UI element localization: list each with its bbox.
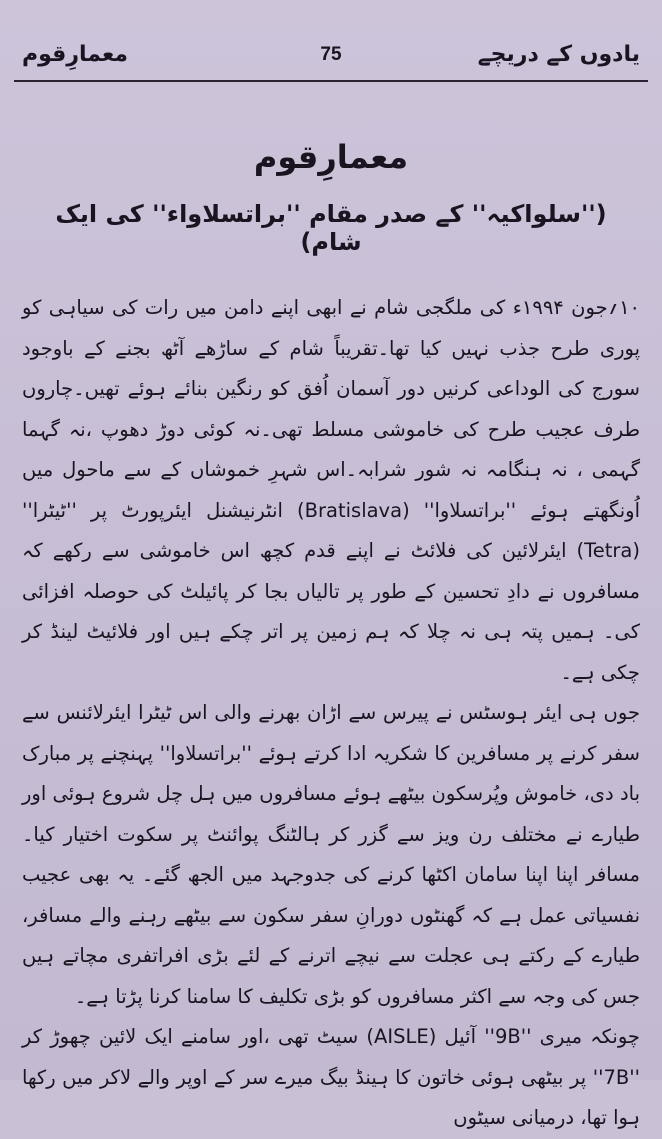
paragraph-3: چونکہ میری ''9B'' آئیل (AISLE) سیٹ تھی ،اور سامنے ایک لائین چھوڑ کر ''7B'' پر بیٹھی ہوئی خاتون کا ہینڈ بیگ میرے سر کے اوپر والے لاکر میں رکھا ہوا تھا، درمیانی سیٹوں xyxy=(22,1025,640,1129)
page-number: 75 xyxy=(320,44,342,65)
paragraph-1: ۱۰؍جون ۱۹۹۴ء کی ملگجی شام نے ابھی اپنے دامن میں رات کی سیاہی کو پوری طرح جذب نہیں کیا تھا۔تقریباً شام کے ساڑھے آٹھ بجنے کے باوجود سورج کی الوداعی کرنیں دور آسمان اُفق کو رنگین بنائے ہوئے تھیں۔چاروں طرف عجیب طرح کی خاموشی مسلط تھی۔نہ کوئی دوڑ دھوپ ،نہ گہما گہمی ، نہ ہنگامہ نہ شور شرابہ۔اس شہرِ خموشاں کے سے ماحول میں اُونگھتے ہوئے ''براتسلاوا'' (Bratislava) انٹرنیشنل ایئرپورٹ پر ''ٹیٹرا'' (Tetra) ایئرلائین کی فلائٹ نے اپنے قدم کچھ اس خاموشی سے رکھے کہ مسافروں نے دادِ تحسین کے طور پر تالیاں بجا کر پائیلٹ کی حوصلہ افزائی کی۔ ہمیں پتہ ہی نہ چلا کہ ہم زمین پر اتر چکے ہیں اور فلائیٹ لینڈ کر چکی ہے۔ xyxy=(22,296,641,684)
book-title: یادوں کے دریچے xyxy=(477,42,640,67)
chapter-running-title: معمارِقوم xyxy=(22,42,129,67)
header-divider xyxy=(14,80,648,82)
chapter-subtitle: (''سلواکیہ'' کے صدر مقام ''براتسلاواء'' کی ایک شام) xyxy=(55,200,607,256)
chapter-title: معمارِقوم xyxy=(253,138,409,176)
body-text xyxy=(22,288,640,1139)
running-header xyxy=(14,42,648,76)
paragraph-2: جوں ہی ایئر ہوسٹس نے پیرس سے اڑان بھرنے والی اس ٹیٹرا ایئرلائنس سے سفر کرنے پر مسافرین کا شکریہ ادا کرتے ہوئے ''براتسلاوا'' پہنچنے پر مبارک باد دی، خاموش وپُرسکون بیٹھے ہوئے مسافروں میں ہل چل شروع ہوئی اور طیارے نے مختلف رن ویز سے گزر کر ہالٹنگ پوائنٹ پر سکوت اختیار کیا۔ مسافر اپنا اپنا سامان اکٹھا کرنے کی جدوجہد میں الجھ گئے۔ یہ بھی عجیب نفسیاتی عمل ہے کہ گھنٹوں دورانِ سفر سکون سے بیٹھے رہنے والے مسافر، طیارے کے رکتے ہی عجلت سے نیچے اترنے کے لئے بڑی افراتفری مچاتے ہیں جس کی وجہ سے اکثر مسافروں کو بڑی تکلیف کا سامنا کرنا پڑتا ہے۔ xyxy=(22,701,640,1008)
